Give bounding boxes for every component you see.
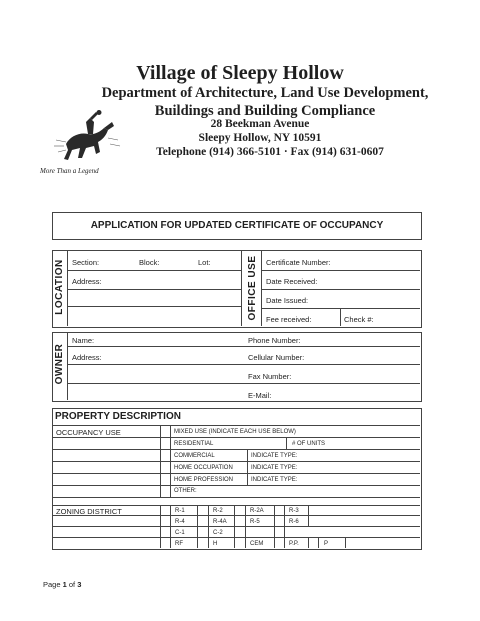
phone-fax: Telephone (914) 366-5101 · Fax (914) 631-0607 <box>156 146 384 158</box>
residential-label: RESIDENTIAL <box>174 441 214 447</box>
email-label: E-Mail: <box>248 391 272 400</box>
street-address: 28 Beekman Avenue <box>210 118 310 130</box>
zone-r-6: R-6 <box>289 519 299 525</box>
check-number-label: Check #: <box>344 315 374 324</box>
page-number <box>43 580 81 589</box>
zone-rf: RF <box>175 541 183 547</box>
owner-heading: OWNER <box>54 343 65 385</box>
department-name <box>80 84 450 120</box>
zoning-district-label: ZONING DISTRICT <box>56 507 122 516</box>
date-received-label: Date Received: <box>266 277 318 286</box>
location-address-label: Address: <box>72 277 102 286</box>
lot-label: Lot: <box>198 258 211 267</box>
department-line-2: Buildings and Building Compliance <box>154 103 376 119</box>
headless-horseman-logo <box>52 110 122 166</box>
city-address: Sleepy Hollow, NY 10591 <box>198 132 322 144</box>
home-profession-type-label: INDICATE TYPE: <box>251 477 298 483</box>
zone-r-4: R-4 <box>175 519 185 525</box>
home-occupation-label: HOME OCCUPATION <box>174 465 233 471</box>
page-prefix: Page <box>43 580 63 589</box>
date-issued-label: Date Issued: <box>266 296 309 305</box>
village-title: Village of Sleepy Hollow <box>136 62 344 84</box>
department-line-1: Department of Architecture, Land Use Development, <box>101 85 429 101</box>
zone-cem: CEM <box>250 541 264 547</box>
owner-name-label: Name: <box>72 336 95 345</box>
page-of: of <box>66 580 78 589</box>
cellular-number-label: Cellular Number: <box>248 353 305 362</box>
phone-number-label: Phone Number: <box>248 336 301 345</box>
units-label: # OF UNITS <box>292 441 326 447</box>
page-current: 1 <box>62 580 67 589</box>
fee-received-label: Fee received: <box>266 315 312 324</box>
zone-pp: P.P. <box>289 541 299 547</box>
block-label: Block: <box>139 258 160 267</box>
owner-section <box>52 332 422 402</box>
zone-c-2: C-2 <box>213 530 223 536</box>
zone-h: H <box>213 541 218 547</box>
certificate-number-label: Certificate Number: <box>266 258 331 267</box>
mixed-use-label: MIXED USE (INDICATE EACH USE BELOW) <box>174 429 296 435</box>
office-use-heading: OFFICE USE <box>247 255 258 321</box>
zone-r-3: R-3 <box>289 508 299 514</box>
owner-address-label: Address: <box>72 353 102 362</box>
form-title: APPLICATION FOR UPDATED CERTIFICATE OF OCCUPANCY <box>90 220 384 231</box>
zone-r-2: R-2 <box>213 508 223 514</box>
occupancy-use-label: OCCUPANCY USE <box>56 428 121 437</box>
home-profession-label: HOME PROFESSION <box>174 477 234 483</box>
section-label: Section: <box>72 258 100 267</box>
zone-r-4a: R-4A <box>213 519 227 525</box>
commercial-type-label: INDICATE TYPE: <box>251 453 298 459</box>
property-description-heading: PROPERTY DESCRIPTION <box>55 411 181 422</box>
commercial-label: COMMERCIAL <box>174 453 215 459</box>
tagline: More Than a Legend <box>40 167 99 175</box>
fax-number-label: Fax Number: <box>248 372 292 381</box>
zone-r-2a: R-2A <box>250 508 264 514</box>
home-occupation-type-label: INDICATE TYPE: <box>251 465 298 471</box>
page-total: 3 <box>77 580 82 589</box>
location-heading: LOCATION <box>54 259 65 315</box>
zone-r-5: R-5 <box>250 519 260 525</box>
zone-p: P <box>324 541 329 547</box>
other-label: OTHER: <box>174 488 197 494</box>
zone-r-1: R-1 <box>175 508 185 514</box>
zone-c-1: C-1 <box>175 530 185 536</box>
